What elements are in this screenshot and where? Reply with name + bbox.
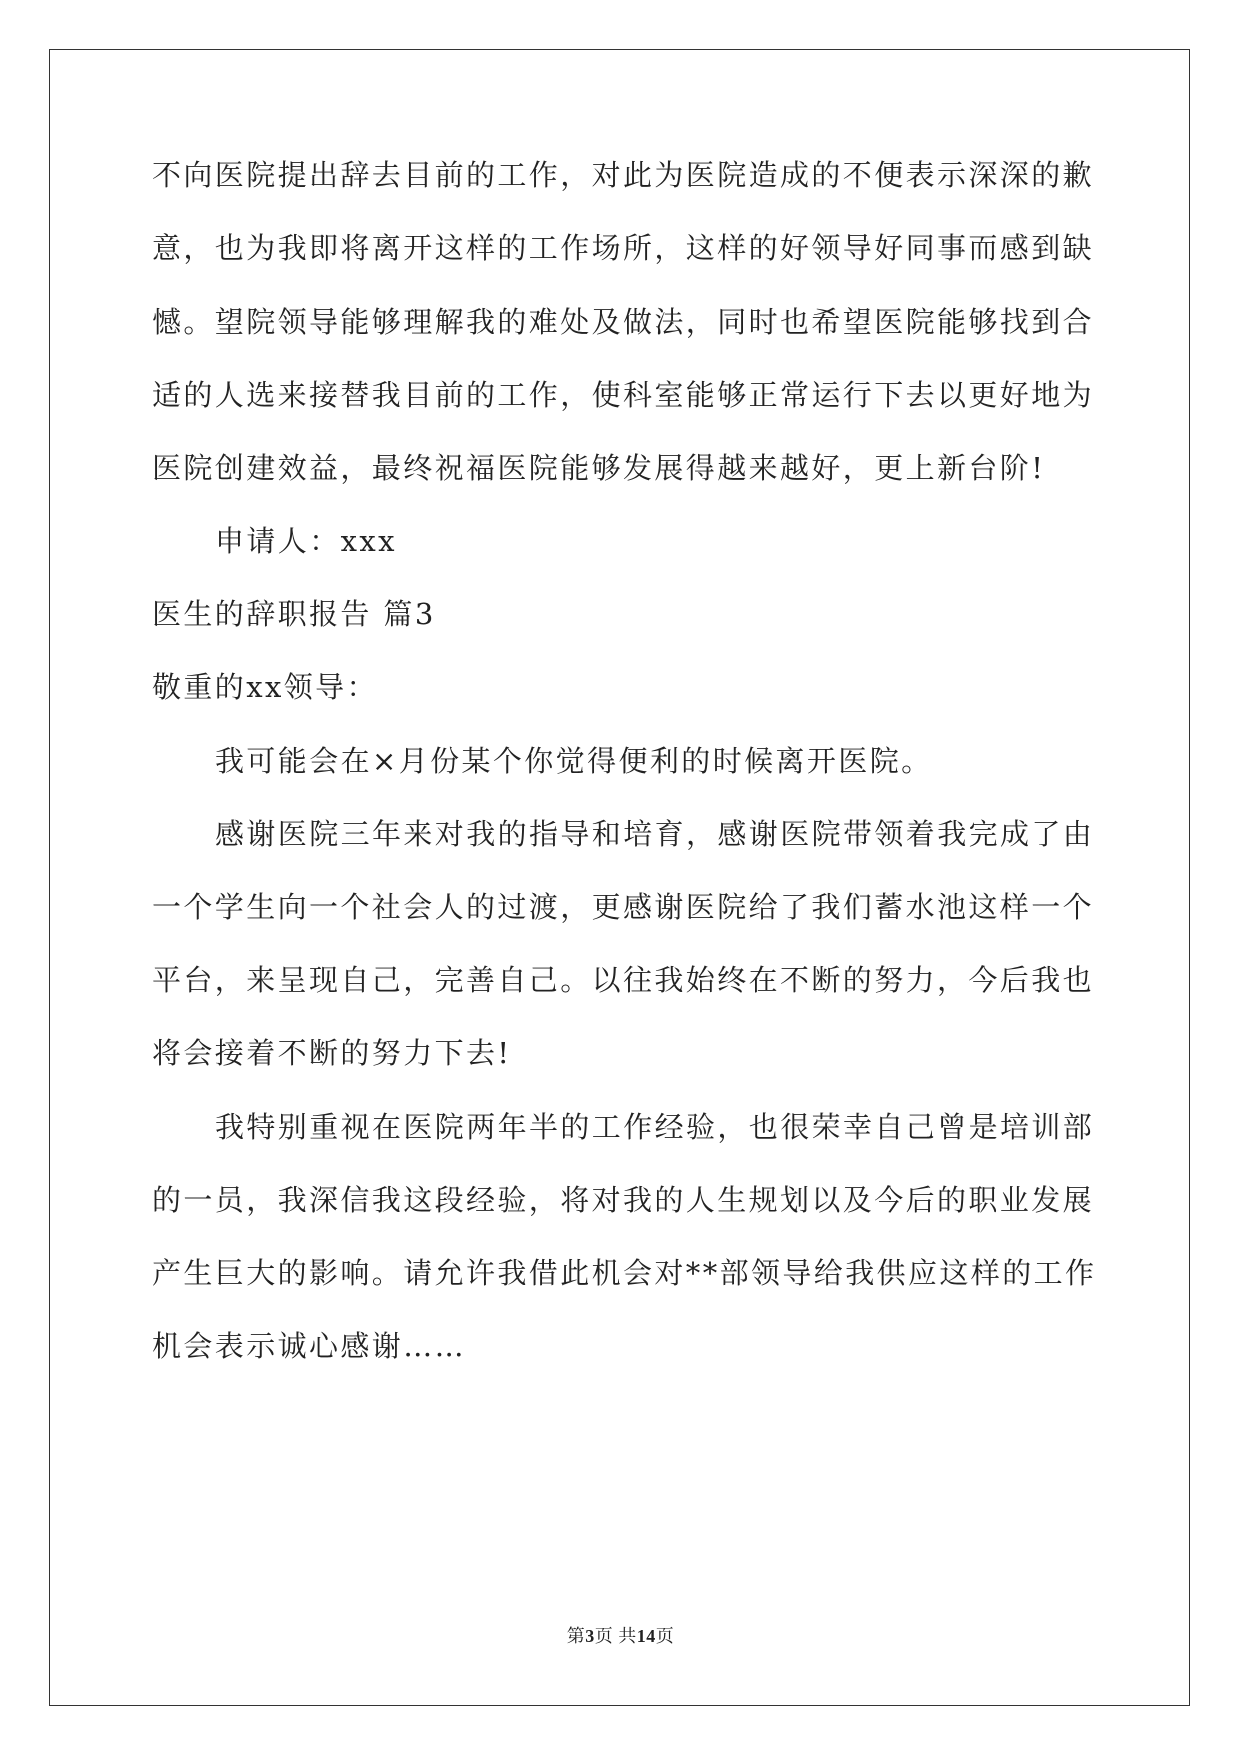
section-heading: 医生的辞职报告 篇3 bbox=[152, 597, 436, 631]
body-line: 医院创建效益，最终祝福医院能够发展得越来越好，更上新台阶! bbox=[152, 451, 1046, 485]
current-page-number: 3 bbox=[585, 1626, 595, 1646]
body-line: 产生巨大的影响。请允许我借此机会对**部领导给我供应这样的工作 bbox=[152, 1256, 1097, 1290]
body-line: 憾。望院领导能够理解我的难处及做法，同时也希望医院能够找到合 bbox=[152, 305, 1095, 339]
applicant-signature: 申请人：xxx bbox=[215, 524, 397, 558]
footer-mid: 页 共 bbox=[594, 1626, 637, 1646]
salutation: 敬重的xx领导： bbox=[152, 670, 378, 704]
body-line: 我可能会在×月份某个你觉得便利的时候离开医院。 bbox=[215, 744, 933, 778]
body-line: 适的人选来接替我目前的工作，使科室能够正常运行下去以更好地为 bbox=[152, 378, 1095, 412]
body-line: 我特别重视在医院两年半的工作经验，也很荣幸自己曾是培训部 bbox=[215, 1110, 1095, 1144]
body-line: 平台，来呈现自己，完善自己。以往我始终在不断的努力，今后我也 bbox=[152, 963, 1095, 997]
total-pages-number: 14 bbox=[636, 1626, 656, 1646]
footer-prefix: 第 bbox=[566, 1626, 586, 1646]
body-line: 机会表示诚心感谢…… bbox=[152, 1329, 467, 1363]
body-line: 的一员，我深信我这段经验，将对我的人生规划以及今后的职业发展 bbox=[152, 1183, 1095, 1217]
page-footer bbox=[0, 1622, 1241, 1648]
body-line: 一个学生向一个社会人的过渡，更感谢医院给了我们蓄水池这样一个 bbox=[152, 890, 1095, 924]
footer-suffix: 页 bbox=[655, 1626, 675, 1646]
body-line: 感谢医院三年来对我的指导和培育，感谢医院带领着我完成了由 bbox=[215, 817, 1095, 851]
page-border bbox=[49, 49, 1190, 1706]
body-line: 不向医院提出辞去目前的工作，对此为医院造成的不便表示深深的歉 bbox=[152, 158, 1095, 192]
body-line: 意，也为我即将离开这样的工作场所，这样的好领导好同事而感到缺 bbox=[152, 231, 1095, 265]
body-line: 将会接着不断的努力下去! bbox=[152, 1036, 512, 1070]
